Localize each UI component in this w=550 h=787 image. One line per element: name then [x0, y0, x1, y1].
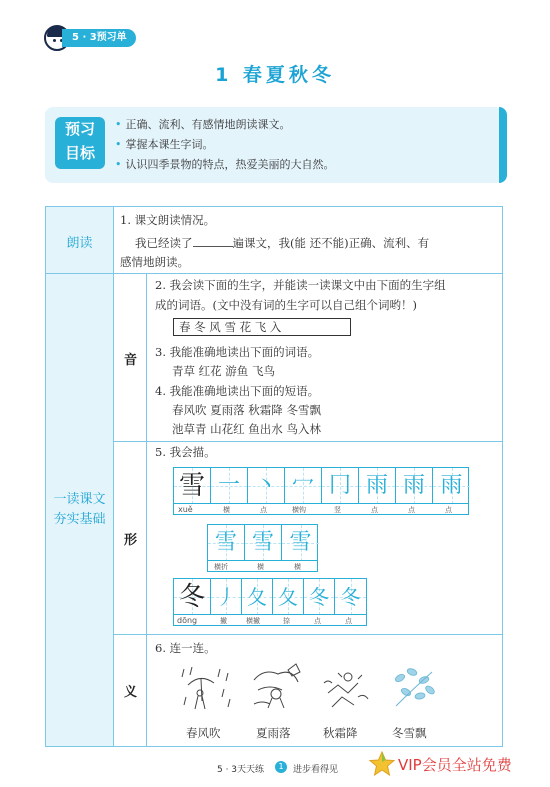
- snow-branch-picture[interactable]: [386, 660, 442, 712]
- q2-line2: 成的词语。(文中没有词的生字可以自己组个词哟！): [155, 298, 417, 312]
- trace-grid-xue-2: 雪 雪 雪 横折 横 横: [207, 524, 318, 572]
- rain-umbrella-picture[interactable]: [180, 663, 236, 715]
- sub-label-form: 形: [124, 533, 138, 548]
- badge-label: 5 · 3预习单: [62, 29, 136, 47]
- caption-spring-wind: 春风吹: [186, 726, 221, 740]
- caption-autumn-frost: 秋霜降: [323, 726, 358, 740]
- row-label-basics: 一读课文 夯实基础: [53, 492, 106, 527]
- q1-line3: 感情地朗读。: [120, 255, 189, 269]
- q4-line1: 春风吹 夏雨落 秋霜降 冬雪飘: [172, 403, 321, 417]
- header-badge: [44, 25, 136, 49]
- q6-title: 6. 连一连。: [155, 641, 216, 655]
- q3-title: 3. 我能准确地读出下面的词语。: [155, 345, 320, 359]
- answer-blank[interactable]: [193, 236, 233, 247]
- objectives-tag: 预习 目标: [55, 117, 105, 169]
- q1-line: 我已经读了 遍课文，我(能 还不能)正确、流利、有: [135, 236, 430, 250]
- star-icon: [368, 750, 396, 778]
- char-list-box: 春 冬 风 雪 花 飞 入: [173, 318, 351, 336]
- q3-words: 青草 红花 游鱼 飞鸟: [172, 364, 275, 378]
- trace-grid-dong: 冬 丿 夂 夂 冬 冬 dōng 撇 横撇 捺 点 点: [173, 578, 367, 626]
- sub-label-meaning: 义: [124, 685, 138, 700]
- objective-item: • 正确、流利、有感情地朗读课文。: [115, 118, 291, 131]
- q4-line2: 池草青 山花红 鱼出水 鸟入林: [172, 422, 321, 436]
- wind-kite-picture[interactable]: [248, 660, 304, 712]
- q2-line1: 2. 我会读下面的生字，并能读一读课文中由下面的生字组: [155, 278, 446, 292]
- sub-label-sound: 音: [124, 353, 138, 368]
- q4-title: 4. 我能准确地读出下面的短语。: [155, 384, 320, 398]
- objective-item: • 认识四季景物的特点，热爱美丽的大自然。: [115, 158, 335, 171]
- objectives-list: [115, 115, 335, 175]
- q1-title: 1. 课文朗读情况。: [120, 213, 216, 227]
- frost-leaves-picture[interactable]: [318, 663, 374, 715]
- caption-winter-snow: 冬雪飘: [392, 726, 427, 740]
- row-label-reading: 朗读: [66, 236, 93, 251]
- objectives-box: [45, 107, 503, 183]
- page-number: 1: [275, 761, 287, 773]
- caption-summer-rain: 夏雨落: [256, 726, 291, 740]
- vip-text: VIP会员全站免费: [398, 756, 512, 774]
- page-title: 1 春夏秋冬: [215, 64, 335, 86]
- objective-item: • 掌握本课生字词。: [115, 138, 214, 151]
- vip-watermark[interactable]: [366, 750, 550, 780]
- trace-grid-xue: 雪 一 丶 冖 冂 雨 雨 雨 xuě 横 点 横钩 竖 点 点 点: [173, 467, 469, 515]
- q5-title: 5. 我会描。: [155, 445, 216, 459]
